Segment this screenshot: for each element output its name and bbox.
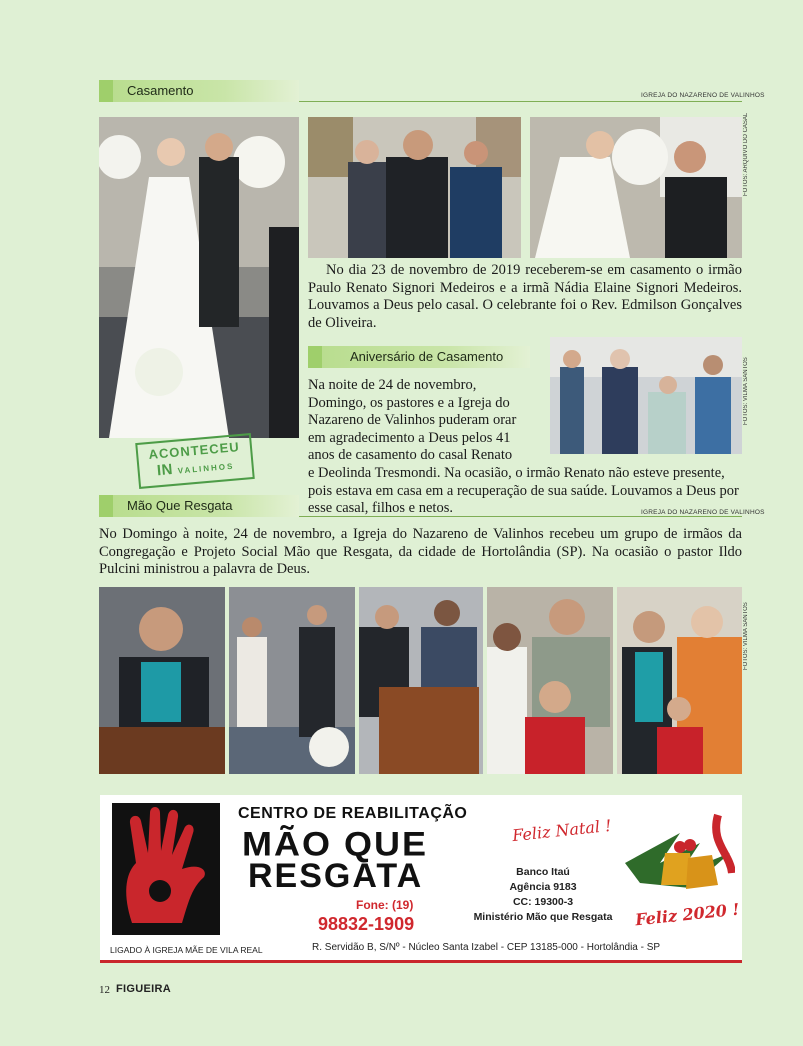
ad-centro-reabilitacao xyxy=(100,795,742,963)
photo-family-child xyxy=(487,587,613,774)
church-label: IGREJA DO NAZARENO DE VALINHOS xyxy=(641,92,765,99)
ad-address: R. Servidão B, S/Nº - Núcleo Santa Izabel - CEP 13185-000 - Hortolândia - SP xyxy=(312,942,661,953)
photo-couple-child xyxy=(617,587,742,774)
section-header-mao xyxy=(99,495,299,517)
photo-credit-casal: FOTOS: ARQUIVO DO CASAL xyxy=(743,112,749,196)
ad-phone-number: 98832-1909 xyxy=(318,914,415,934)
ad-center-title: CENTRO DE REABILITAÇÃO xyxy=(238,805,468,822)
red-hand-logo xyxy=(112,803,220,935)
photo-stage xyxy=(229,587,355,774)
section-header-aniversario xyxy=(308,346,530,368)
photo-bride-groom xyxy=(99,117,299,438)
ad-title-resgata: RESGATA xyxy=(248,857,424,895)
ad-ligado: LIGADO À IGREJA MÃE DE VILA REAL xyxy=(110,945,263,955)
section-rule xyxy=(299,516,742,517)
section-title-mao: Mão Que Resgata xyxy=(127,498,233,513)
casamento-text: No dia 23 de novembro de 2019 receberem-se em casamento o irmão Paulo Renato Signori Medeiros e a irmã Nádia Elaine Signori Medeiros. Louvamos a Deus pelo casal. O celebrante foi o Rev. Edmilson Gonçalves de Oliveira. xyxy=(308,262,742,331)
feliz-natal: Feliz Natal ! xyxy=(511,815,613,846)
publication-name: FIGUEIRA xyxy=(116,983,171,995)
text-wrap-spacer xyxy=(520,377,742,457)
section-header-casamento xyxy=(99,80,299,102)
stamp-aconteceu-in-valinhos: ACONTECEU IN VALINHOS xyxy=(135,433,255,489)
mao-text: No Domingo à noite, 24 de novembro, a Igreja do Nazareno de Valinhos recebeu um grupo de irmãos da Congregação e Projeto Social Mão que Resgata, da cidade de Hortolândia (SP). Na ocasião o pastor Ildo Pulcini ministrou a palavra de Deus. xyxy=(99,526,742,578)
photo-pastor xyxy=(99,587,225,774)
photo-vows xyxy=(530,117,742,258)
section-rule xyxy=(299,101,742,102)
bank-info: Banco Itaú Agência 9183 CC: 19300-3 Ministério Mão que Resgata xyxy=(473,866,613,923)
section-title-casamento: Casamento xyxy=(127,83,194,98)
feliz-2020: Feliz 2020 ! xyxy=(634,899,741,930)
aniversario-text: Na noite de 24 de novembro, Domingo, os pastores e a Igreja do Nazareno de Valinhos puderam orar em agradecimento a Deus pelos 41 anos de casamento do casal Renato e Deolinda Tresmondi. Na ocasião, o irmão Renato não esteve presente, pois estava em casa em a recuperação de sua saúde. Louvamos a Deus por esse casal, filhos e netos. xyxy=(308,377,742,518)
photo-family xyxy=(308,117,521,258)
photo-credit-vilma-2: FOTOS: VILMA SANTOS xyxy=(743,602,749,670)
photo-credit-vilma-1: FOTOS: VILMA SANTOS xyxy=(743,357,749,425)
page-number: 12 xyxy=(99,984,110,996)
ad-phone-label: Fone: (19) xyxy=(356,898,414,912)
section-title-aniversario: Aniversário de Casamento xyxy=(350,349,504,364)
church-label: IGREJA DO NAZARENO DE VALINHOS xyxy=(641,509,765,516)
photo-pulpit xyxy=(359,587,483,774)
ad-title-mao-que: MÃO QUE xyxy=(242,824,429,863)
christmas-bells-icon xyxy=(620,813,735,908)
